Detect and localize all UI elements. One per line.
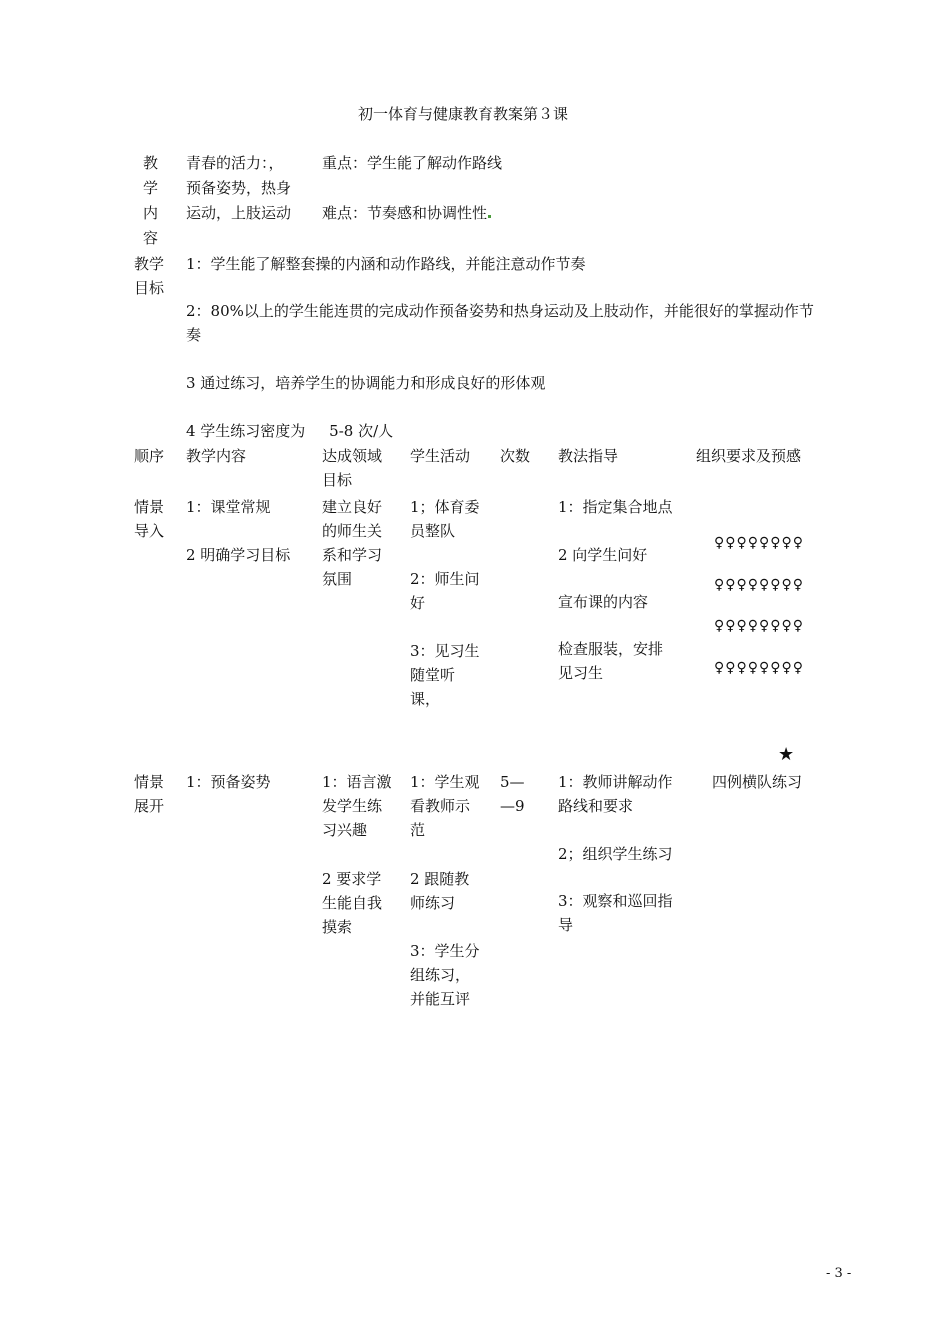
goal-2-line-1: 2：80%以上的学生能连贯的完成动作预备姿势和热身运动及上肢动作，并能很好的掌握动作节	[186, 302, 814, 320]
header-target-line-2: 目标	[322, 471, 353, 489]
content-label-char: 学	[143, 179, 159, 197]
row-method-line: 1：教师讲解动作	[558, 773, 673, 791]
key-point: 重点：学生能了解动作路线	[322, 154, 503, 172]
row-activity-line: 3：见习生	[410, 642, 480, 660]
row-activity-line: 2 跟随教	[410, 870, 470, 888]
header-order: 顺序	[134, 447, 165, 465]
formation-row: ♀♀♀♀♀♀♀♀	[714, 577, 805, 593]
goal-3: 3 通过练习，培养学生的协调能力和形成良好的形体观	[186, 374, 546, 392]
content-label-char: 教	[143, 154, 159, 172]
row-method-line: 导	[558, 916, 574, 934]
goal-2-line-2: 奏	[186, 326, 202, 344]
header-method: 教法指导	[558, 447, 619, 465]
row-activity-line: 随堂听	[410, 666, 456, 684]
content-label-char: 容	[143, 229, 159, 247]
row-content-item: 1：预备姿势	[186, 773, 271, 791]
row-activity-line: 2：师生问	[410, 570, 480, 588]
row-method-line: 1：指定集合地点	[558, 498, 673, 516]
row-method-line: 3：观察和巡回指	[558, 892, 673, 910]
row-target-line: 建立良好	[322, 498, 383, 516]
row-target-line: 系和学习	[322, 546, 383, 564]
header-content: 教学内容	[186, 447, 247, 465]
row-organization: 四例横队练习	[712, 773, 803, 791]
row-activity-line: 3：学生分	[410, 942, 480, 960]
row-order-line: 展开	[134, 797, 165, 815]
row-target-line: 摸索	[322, 918, 353, 936]
row-count-line: 5—	[500, 773, 525, 791]
header-activity: 学生活动	[410, 447, 471, 465]
row-activity-line: 课，	[410, 690, 441, 708]
row-method-line: 见习生	[558, 664, 604, 682]
row-activity-line: 1；体育委	[410, 498, 480, 516]
formation-row: ♀♀♀♀♀♀♀♀	[714, 660, 805, 676]
header-target-line-1: 达成领域	[322, 447, 383, 465]
row-order-line: 情景	[134, 773, 165, 791]
row-activity-line: 好	[410, 594, 426, 612]
row-target-line: 发学生练	[322, 797, 383, 815]
row-order-line: 导入	[134, 522, 165, 540]
row-activity-line: 组练习，	[410, 966, 471, 984]
goal-1: 1：学生能了解整套操的内涵和动作路线，并能注意动作节奏	[186, 255, 586, 273]
header-count: 次数	[500, 447, 531, 465]
header-organization: 组织要求及预感	[696, 447, 802, 465]
row-activity-line: 1：学生观	[410, 773, 480, 791]
row-target-line: 1：语言激	[322, 773, 392, 791]
row-target-line: 氛围	[322, 570, 353, 588]
row-method-line: 2；组织学生练习	[558, 845, 673, 863]
content-line: 青春的活力：，	[186, 154, 284, 172]
content-line: 预备姿势，热身	[186, 179, 292, 197]
row-method-line: 路线和要求	[558, 797, 634, 815]
formation-row: ♀♀♀♀♀♀♀♀	[714, 618, 805, 634]
row-count-line: —9	[500, 797, 525, 815]
row-method-line: 检查服装，安排	[558, 640, 664, 658]
goal-4: 4 学生练习密度为 5-8 次/人	[186, 422, 394, 440]
row-order-line: 情景	[134, 498, 165, 516]
formation-row: ♀♀♀♀♀♀♀♀	[714, 535, 805, 551]
row-method-line: 宣布课的内容	[558, 593, 649, 611]
row-activity-line: 师练习	[410, 894, 456, 912]
teacher-star-icon: ★	[778, 744, 795, 765]
row-content-item: 1：课堂常规	[186, 498, 271, 516]
row-target-line: 的师生关	[322, 522, 383, 540]
row-content-item: 2 明确学习目标	[186, 546, 291, 564]
goals-label-line: 教学	[134, 255, 165, 273]
page-number: - 3 -	[826, 1266, 852, 1281]
difficulty-point: 难点：节奏感和协调性性	[322, 201, 491, 225]
row-target-line: 生能自我	[322, 894, 383, 912]
row-target-line: 习兴趣	[322, 821, 368, 839]
row-activity-line: 范	[410, 821, 426, 839]
row-activity-line: 看教师示	[410, 797, 471, 815]
goals-label-line: 目标	[134, 279, 165, 297]
page-title: 初一体育与健康教育教案第３课	[358, 105, 569, 123]
content-line: 运动，上肢运动	[186, 204, 292, 222]
content-label-char: 内	[143, 204, 159, 222]
row-activity-line: 员整队	[410, 522, 456, 540]
row-method-line: 2 向学生问好	[558, 546, 648, 564]
row-target-line: 2 要求学	[322, 870, 382, 888]
row-activity-line: 并能互评	[410, 990, 471, 1008]
